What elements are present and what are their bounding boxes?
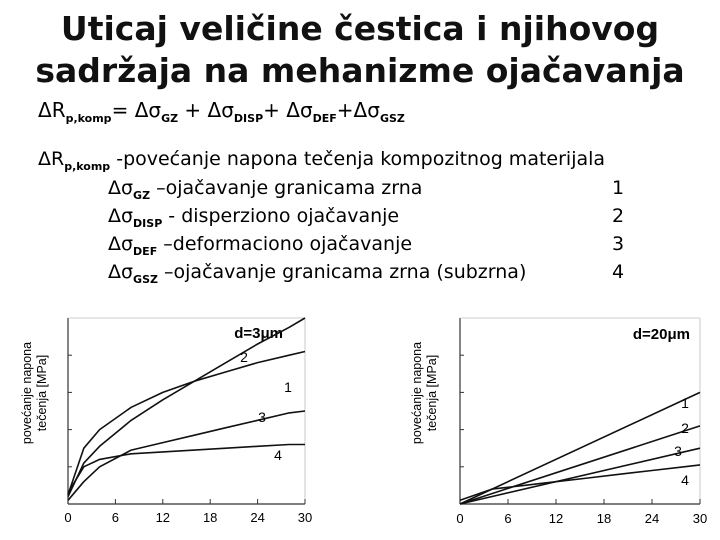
chart-0-series-3-line — [68, 411, 305, 500]
def-main-subscript: p,komp — [64, 159, 111, 173]
definition-number-4: 4 — [612, 261, 625, 283]
chart-1-series-2-label: 2 — [681, 420, 689, 436]
chart-0-xtick-label: 30 — [297, 510, 313, 525]
chart-0-series-3-label: 3 — [258, 409, 266, 425]
sub-gsz: GSZ — [379, 112, 405, 125]
delta-symbol: Δ — [38, 98, 52, 122]
chart-0-xtick-label: 18 — [202, 510, 218, 525]
chart-0-series-2-line — [68, 318, 305, 497]
def-main-text: -povećanje napona tečenja kompozitnog materijala — [110, 148, 606, 170]
chart-1-xtick-label: 6 — [504, 511, 512, 526]
sub-gz: GZ — [161, 112, 179, 125]
chart-1-xtick-label: 30 — [692, 511, 708, 526]
chart-0-xtick-label: 24 — [250, 510, 265, 525]
title-line-1: Uticaj veličine čestica i njihovog — [60, 9, 660, 48]
chart-0-title: d=3μm — [234, 325, 283, 342]
sigma-disp: σ — [221, 98, 234, 122]
sub-disp: DISP — [233, 112, 264, 125]
chart-0-series-1-line — [68, 352, 305, 495]
definition-item-3: $\Delta\sigma_{DEF}$ –deformaciono ojačavanje — [108, 233, 413, 258]
chart-0-xtick-label: 6 — [111, 510, 120, 525]
chart-1-series-3-line — [460, 448, 700, 504]
chart-1-series-2-line — [460, 426, 700, 504]
chart-1-xtick-label: 18 — [596, 511, 612, 526]
delta-symbol: Δ — [134, 98, 149, 122]
sigma-def: σ — [299, 98, 313, 122]
chart-0-series-1-label: 1 — [284, 379, 292, 395]
definition-item-4: $\Delta\sigma_{GSZ}$ –ojačavanje granicama zrna (subzrna) — [108, 261, 527, 286]
op-2: + Δ — [263, 98, 300, 122]
chart-right-ylabel: povećanje napona tečenja [MPa] — [410, 341, 439, 445]
op-3: +Δ — [336, 98, 368, 122]
definition-main: $\Delta R_{p,komp}$ -povećanje napona tečenja kompozitnog materijala — [38, 148, 606, 173]
sub-def: DEF — [312, 112, 337, 125]
chart-0-series-4-line — [68, 445, 305, 493]
rp-subscript: p,komp — [65, 112, 112, 125]
definition-number-2: 2 — [612, 205, 625, 227]
definition-item-2: $\Delta\sigma_{DISP}$ - disperziono ojačavanje — [108, 205, 400, 230]
chart-1-series-4-label: 4 — [681, 472, 689, 488]
chart-1-xtick-label: 0 — [456, 511, 464, 526]
definition-number-1: 1 — [612, 177, 625, 199]
chart-0-xtick-label: 0 — [64, 510, 72, 525]
chart-1-title: d=20μm — [632, 326, 690, 343]
chart-left-ylabel: povećanje napona tečenja [MPa] — [20, 341, 49, 445]
chart-1-xtick-label: 12 — [548, 511, 564, 526]
sigma-gz: σ — [148, 98, 162, 122]
definition-number-3: 3 — [612, 233, 625, 255]
chart-1-series-1-label: 1 — [681, 395, 689, 411]
chart-0-xtick-label: 12 — [155, 510, 171, 525]
op-1: + Δ — [178, 98, 222, 122]
chart-1-series-1-line — [460, 392, 700, 504]
title-line-2: sadržaja na mehanizme ojačavanja — [35, 51, 685, 90]
equals-sign: = — [111, 98, 135, 122]
sigma-gsz: σ — [367, 98, 380, 122]
chart-1-xtick-label: 24 — [644, 511, 660, 526]
chart-1-series-3-label: 3 — [674, 443, 682, 459]
formula-line: $\Delta R_{p,komp}= \Delta\sigma_{GZ} + \Delta\sigma_{DISP}+ \Delta\sigma_{DEF}+\Delta\sigma_{GSZ}$ — [38, 98, 405, 125]
chart-0-series-2-label: 2 — [240, 349, 248, 365]
chart-0-series-4-label: 4 — [274, 447, 282, 463]
definition-item-1: $\Delta\sigma_{GZ}$ –ojačavanje granicama zrna — [108, 177, 423, 202]
